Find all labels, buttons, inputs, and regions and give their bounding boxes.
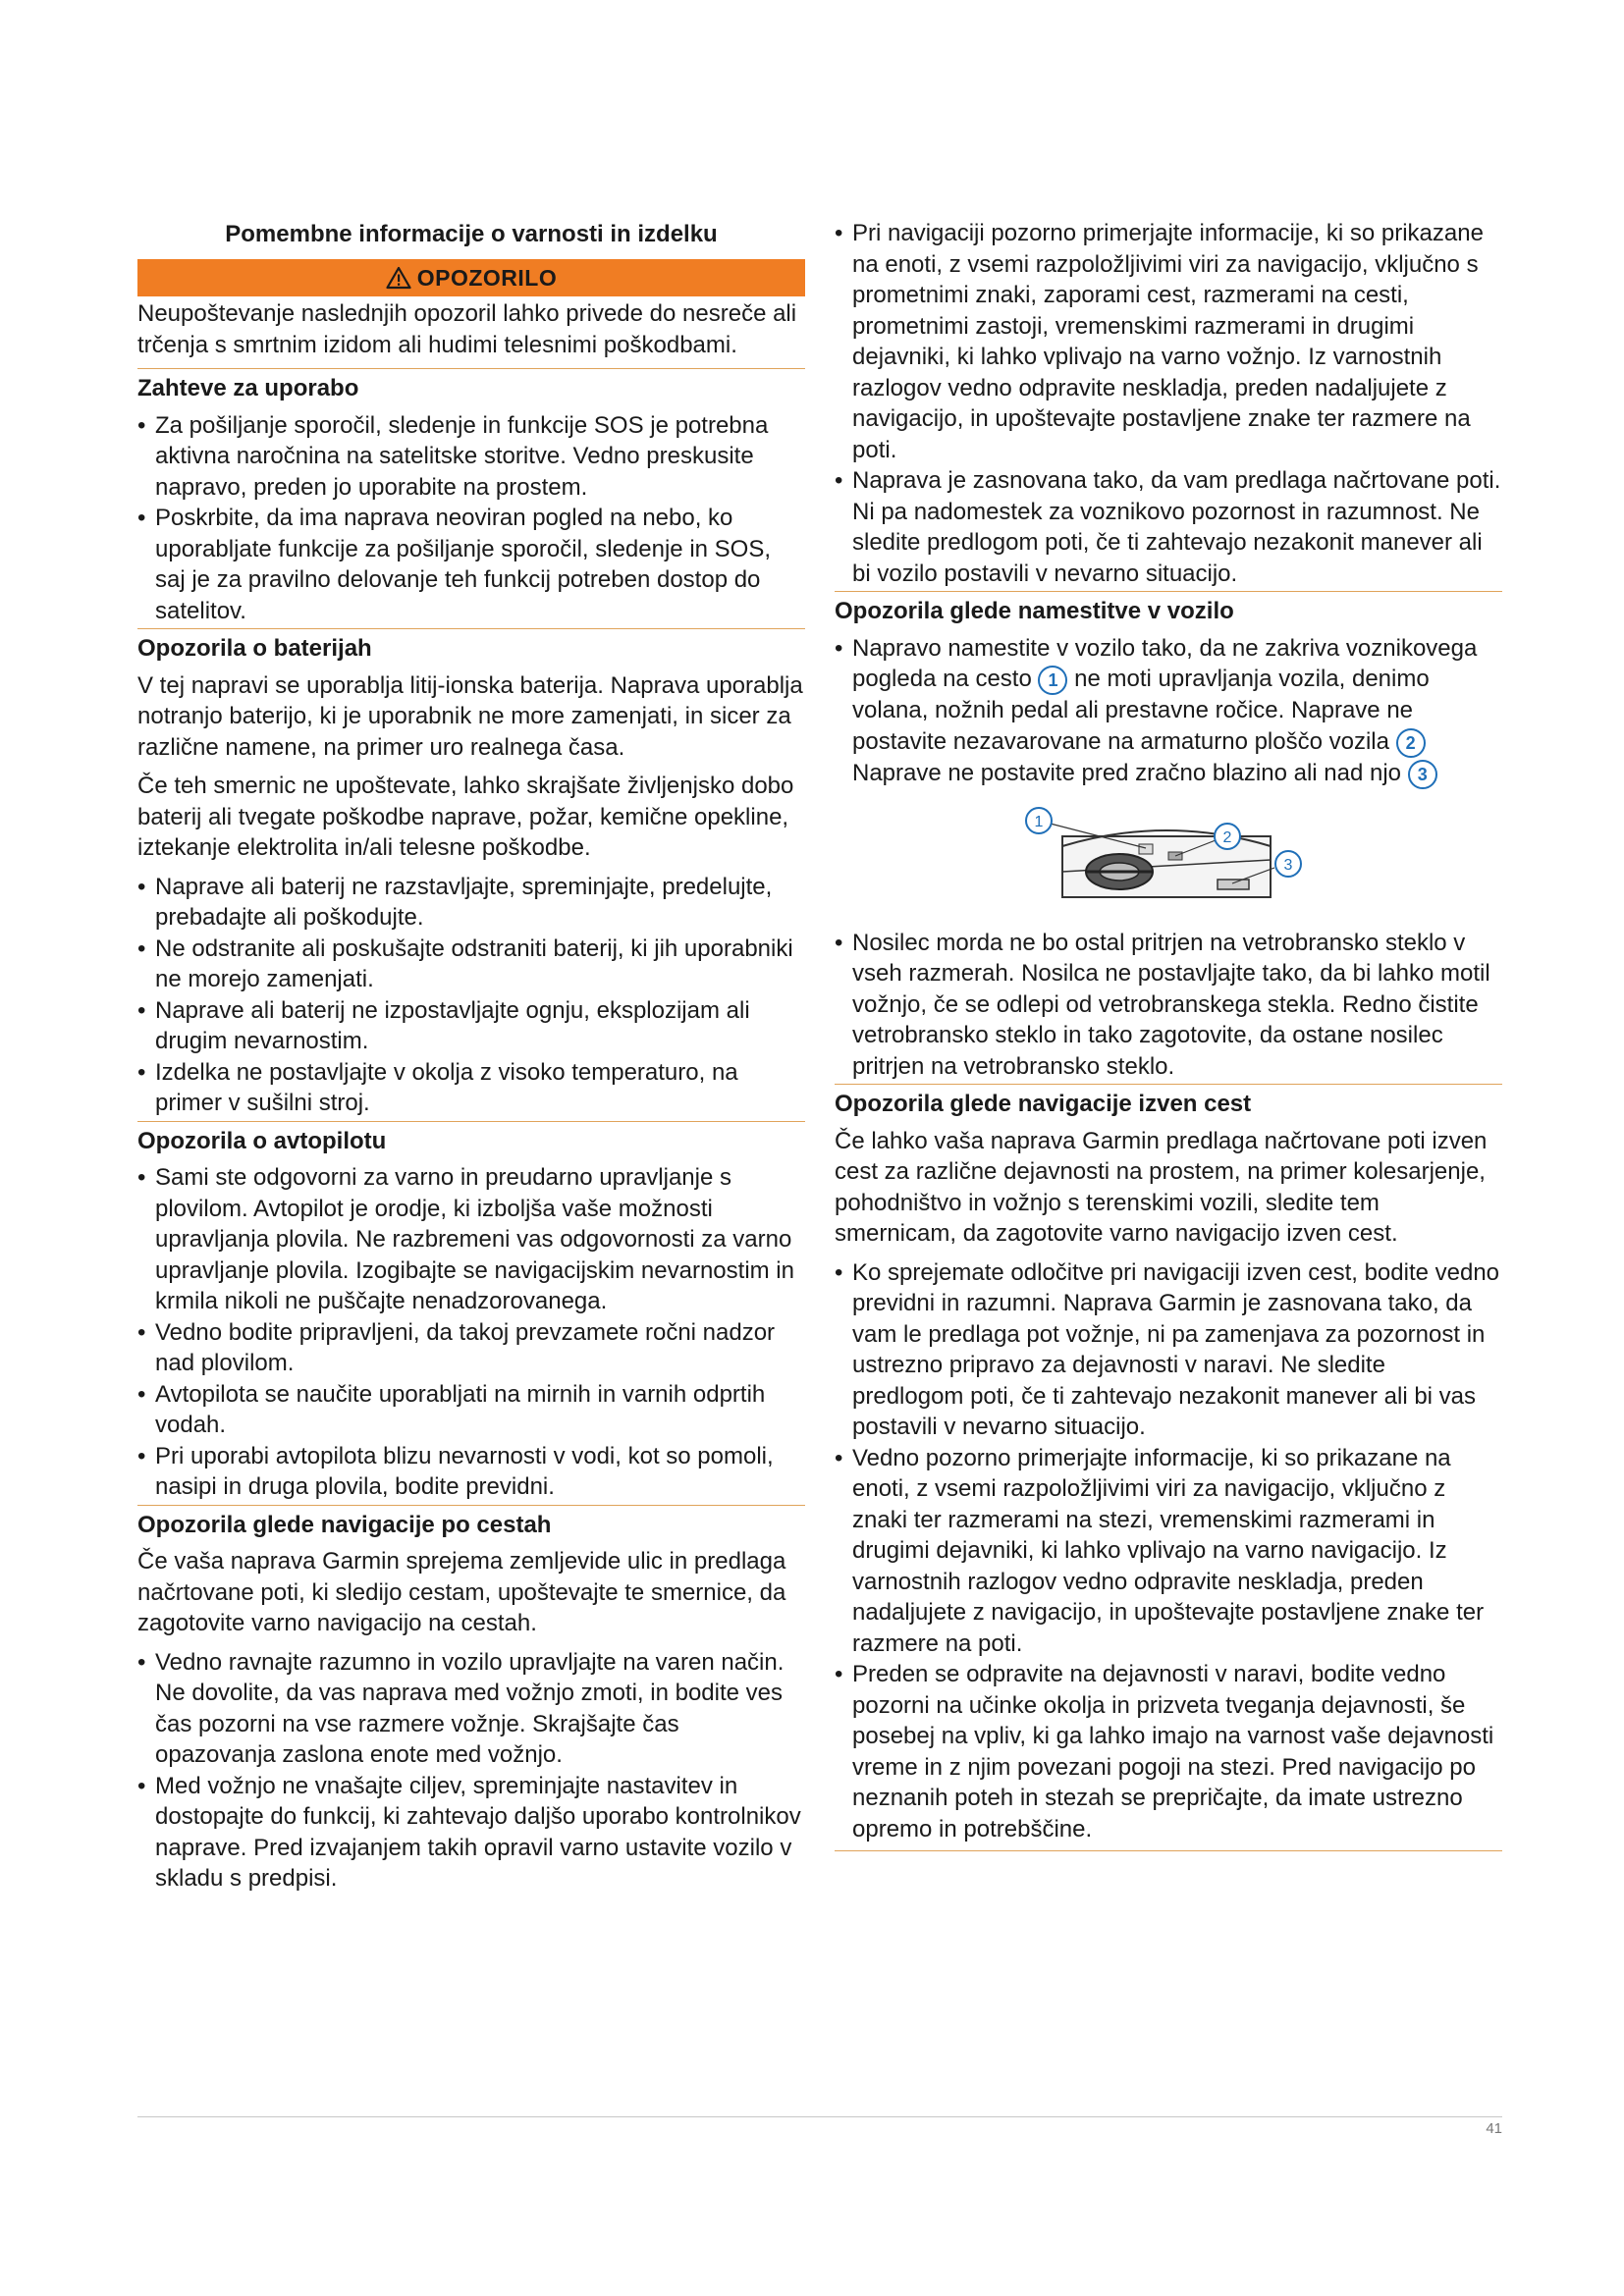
list-item: • Za pošiljanje sporočil, sledenje in funkcije SOS je potrebna aktivna naročnina na satelitske storitve. Vedno preskusite napravo, preden jo uporabite na prostem. [137, 410, 805, 504]
list-item: • Ne odstranite ali poskušajte odstraniti baterij, ki jih uporabniki ne morejo zamenjati. [137, 934, 805, 995]
offroad-list [835, 1257, 1502, 1852]
section-heading-autopilot: Opozorila o avtopilotu [137, 1121, 805, 1157]
dashboard-illustration [1021, 803, 1316, 905]
battery-paragraph-2: Če teh smernic ne upoštevate, lahko skrajšate življenjsko dobo baterij ali tvegate poškodbe naprave, požar, kemične opekline, iztekanje elektrolita in/ali telesne poškodbe. [137, 773, 794, 861]
list-item: • Vedno bodite pripravljeni, da takoj prevzamete ročni nadzor nad plovilom. [137, 1317, 805, 1379]
list-item [835, 633, 1502, 789]
list-item: • Ko sprejemate odločitve pri navigaciji izven cest, bodite vedno previdni in razumni. Naprava Garmin je zasnovana tako, da vam le predlaga pot vožnje, ni pa zamenjava za pozornost in ustrezno pripravo za dejavnosti v naravi. Ne sledite predlogom poti, če ti zahtevajo nezakonit manever ali bi vas postavili v nevarno situacijo. [835, 1257, 1502, 1443]
footer-rule [137, 2116, 1502, 2117]
page-number: 41 [1486, 2120, 1502, 2137]
list-item: • Naprave ali baterij ne izpostavljajte ognju, eksplozijam ali drugim nevarnostim. [137, 995, 805, 1057]
section-heading-usage: Zahteve za uporabo [137, 368, 805, 404]
warning-triangle-icon [386, 263, 411, 300]
dashboard-diagram [835, 803, 1502, 910]
warning-text: Neupoštevanje naslednjih opozoril lahko privede do nesreče ali trčenja s smrtnim izidom ali hudimi telesnimi poškodbami. [137, 300, 797, 358]
list-item: • Poskrbite, da ima naprava neoviran pogled na nebo, ko uporabljate funkcije za pošiljanje sporočil, sledenje in SOS, saj je za pravilno delovanje teh funkcij potreben dostop do satelitov. [137, 503, 805, 626]
road-navigation-paragraph: Če vaša naprava Garmin sprejema zemljevide ulic in predlaga načrtovane poti, ki sledijo cestam, upoštevajte te smernice, da zagotovite varno navigacijo na cestah. [137, 1548, 786, 1636]
list-item: • Med vožnjo ne vnašajte ciljev, spreminjajte nastavitev in dostopajte do funkcij, ki zahtevajo daljšo uporabo kontrolnikov naprave. Pred izvajanjem takih opravil varno ustavite vozilo v skladu s predpisi. [137, 1771, 805, 1895]
callout-1-icon: 1 [1038, 666, 1067, 695]
list-item: • Vedno pozorno primerjajte informacije, ki so prikazane na enoti, z vsemi razpoložljivimi viri za navigacijo, vključno z znaki ter razmerami na stezi, vremenskimi razmerami in drugimi dejavniki, ki lahko vplivajo na varno navigacijo. Iz varnostnih razlogov vedno odpravite neskladja, preden nadaljujete z navigacijo, in upoštevajte postavljene znake ter razmere na poti. [835, 1443, 1502, 1660]
diagram-label-1: 1 [1034, 813, 1044, 830]
mounting-text-c: Naprave ne postavite pred zračno blazino ali nad njo [852, 759, 1402, 786]
road-navigation-list-continued [835, 218, 1502, 589]
mounting-text-a: Napravo namestite v vozilo tako, da ne zakriva voznikovega pogleda na cesto [852, 634, 1478, 692]
autopilot-list [137, 1162, 805, 1503]
left-column [137, 218, 805, 1895]
offroad-paragraph: Če lahko vaša naprava Garmin predlaga načrtovane poti izven cest za različne dejavnosti na prostem, na primer kolesarjenje, pohodništvo in vožnjo s terenskimi vozili, sledite tem smernicam, da zagotovite varno navigacijo izven cest. [835, 1127, 1488, 1247]
callout-3-icon: 3 [1408, 760, 1437, 789]
battery-list [137, 872, 805, 1119]
battery-paragraph-1: V tej napravi se uporablja litij-ionska baterija. Naprava uporablja notranjo baterijo, ki je uporabnik ne more zamenjati, in sicer za različne namene, na primer uro realnega časa. [137, 671, 803, 761]
diagram-label-2: 2 [1222, 828, 1232, 846]
mounting-text-b: ne moti upravljanja vozila, denimo volana, nožnih pedal ali prestavne ročice. Naprave ne postavite nezavarovane na armaturno ploščo vozila [852, 666, 1430, 755]
list-item: • Preden se odpravite na dejavnosti v naravi, bodite vedno pozorni na učinke okolja in prizveta tveganja dejavnosti, še posebej na vpliv, ki ga lahko imajo na varnost vaše dejavnosti vreme in z njim povezani pogoji na stezi. Pred navigacijo po neznanih poteh in stezah se prepričajte, da imate ustrezno opremo in potrebščine. [835, 1659, 1502, 1844]
vehicle-mounting-list [835, 633, 1502, 789]
section-heading-road-navigation: Opozorila glede navigacije po cestah [137, 1505, 805, 1541]
usage-list [137, 410, 805, 627]
callout-2-icon: 2 [1396, 728, 1426, 758]
section-heading-batteries: Opozorila o baterijah [137, 628, 805, 665]
section-heading-vehicle-mounting: Opozorila glede namestitve v vozilo [835, 591, 1502, 627]
list-item: • Naprava je zasnovana tako, da vam predlaga načrtovane poti. Ni pa nadomestek za voznikovo pozornost in razumnost. Ne sledite predlogom poti, če ti zahtevajo nezakonit manever ali bi vozilo postavili v nevarno situacijo. [835, 465, 1502, 589]
list-item: • Pri uporabi avtopilota blizu nevarnosti v vodi, kot so pomoli, nasipi in druga plovila, bodite previdni. [137, 1441, 805, 1503]
list-item: • Nosilec morda ne bo ostal pritrjen na vetrobransko steklo v vseh razmerah. Nosilca ne postavljajte tako, da bi lahko motil vožnjo, če se odlepi od vetrobranskega stekla. Redno čistite vetrobransko steklo in tako zagotovite, da ostane nosilec pritrjen na vetrobransko steklo. [835, 928, 1502, 1083]
list-item: • Izdelka ne postavljajte v okolja z visoko temperaturo, na primer v sušilni stroj. [137, 1057, 805, 1119]
list-item: • Vedno ravnajte razumno in vozilo upravljajte na varen način. Ne dovolite, da vas naprava med vožnjo zmoti, in bodite ves čas pozorni na vse razmere vožnje. Skrajšajte čas opazovanja zaslona enote med vožnjo. [137, 1647, 805, 1771]
road-navigation-list [137, 1647, 805, 1895]
right-column [835, 218, 1502, 1851]
page-title: Pomembne informacije o varnosti in izdelku [225, 221, 718, 247]
diagram-label-3: 3 [1283, 856, 1293, 874]
list-item: • Sami ste odgovorni za varno in preudarno upravljanje s plovilom. Avtopilot je orodje, ki izboljša vaše možnosti upravljanja plovila. Ne razbremeni vas odgovornosti za varno upravljanje plovila. Izogibajte se navigacijskim nevarnostim in krmila nikoli ne puščajte nenadzorovanega. [137, 1162, 805, 1317]
section-heading-offroad-navigation: Opozorila glede navigacije izven cest [835, 1084, 1502, 1120]
list-item: • Avtopilota se naučite uporabljati na mirnih in varnih odprtih vodah. [137, 1379, 805, 1441]
list-item: • Naprave ali baterij ne razstavljajte, spreminjajte, predelujte, prebadajte ali poškodujte. [137, 872, 805, 934]
warning-label: OPOZORILO [416, 265, 558, 291]
list-item: • Pri navigaciji pozorno primerjajte informacije, ki so prikazane na enoti, z vsemi razpoložljivimi viri za navigacijo, vključno s prometnimi znaki, zaporami cest, razmerami na cesti, prometnimi zastoji, vremenskimi razmerami in drugimi dejavniki, ki lahko vplivajo na varno vožnjo. Iz varnostnih razlogov vedno odpravite neskladja, preden nadaljujete z navigacijo, in upoštevajte postavljene znake ter razmere na poti. [835, 218, 1502, 465]
vehicle-mounting-list-2 [835, 928, 1502, 1083]
warning-banner [137, 259, 805, 296]
